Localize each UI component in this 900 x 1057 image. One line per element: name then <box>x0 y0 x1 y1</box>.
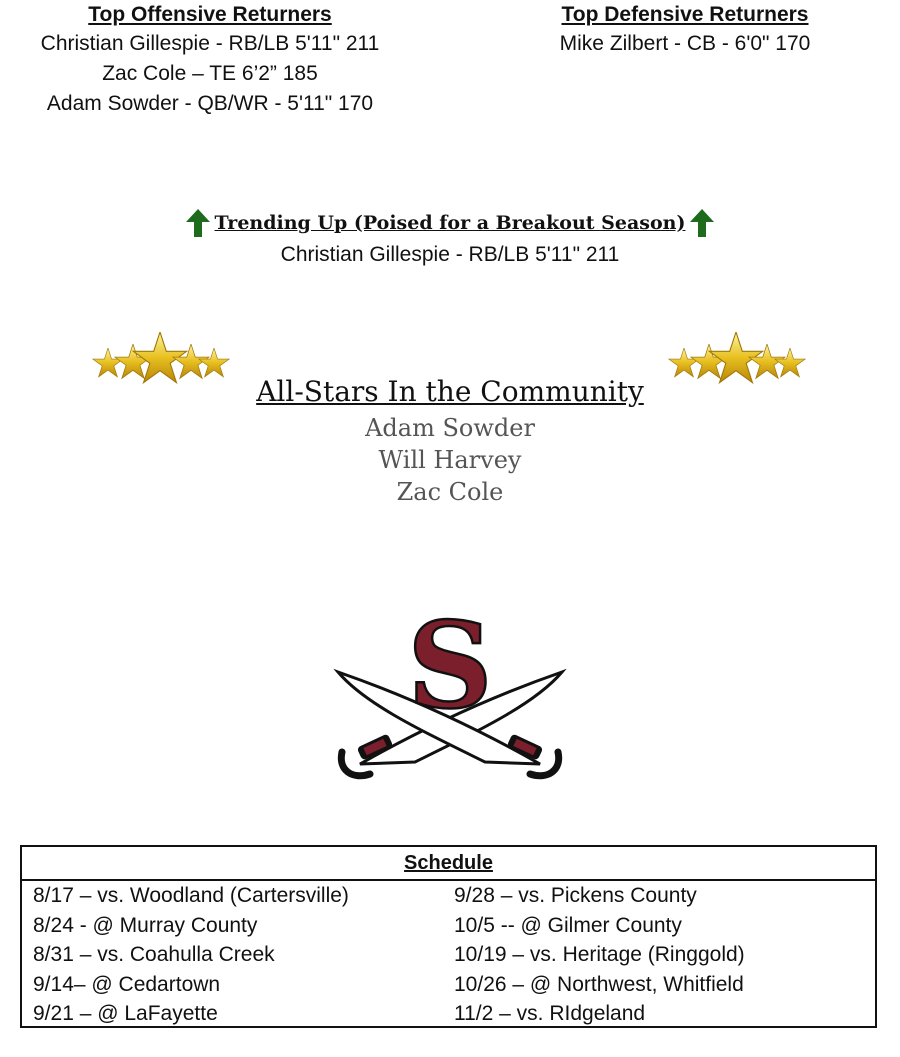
allstar-name: Zac Cole <box>396 478 504 506</box>
offensive-player: Adam Sowder - QB/WR - 5'11" 170 <box>46 92 374 115</box>
allstar-name: Will Harvey <box>378 446 522 474</box>
trending-player: Christian Gillespie - RB/LB 5'11" 211 <box>280 243 620 266</box>
schedule-game: 9/21 – @ LaFayette <box>33 1002 218 1025</box>
team-logo <box>330 612 570 787</box>
schedule-title <box>22 847 875 881</box>
offensive-player: Zac Cole – TE 6’2” 185 <box>102 62 318 85</box>
schedule-column-left <box>33 881 454 1029</box>
schedule-game: 8/24 - @ Murray County <box>33 913 258 937</box>
allstars-section <box>0 372 900 508</box>
schedule-game: 9/28 – vs. Pickens County <box>454 884 697 907</box>
defensive-returners <box>485 1 885 59</box>
schedule-game: 10/26 – @ Northwest, Whitfield <box>454 972 744 996</box>
schedule-table <box>20 845 877 1028</box>
up-arrow-icon <box>185 208 211 238</box>
allstar-name: Adam Sowder <box>365 414 535 442</box>
defensive-player: Mike Zilbert - CB - 6'0" 170 <box>559 32 811 55</box>
schedule-column-right <box>454 881 875 1029</box>
schedule-game: 8/17 – vs. Woodland (Cartersville) <box>33 884 349 907</box>
defensive-heading: Top Defensive Returners <box>561 3 809 26</box>
schedule-game: 9/14– @ Cedartown <box>33 972 221 996</box>
offensive-player: Christian Gillespie - RB/LB 5'11" 211 <box>40 32 380 55</box>
schedule-game: 8/31 – vs. Coahulla Creek <box>33 943 275 966</box>
offensive-returners <box>10 1 410 119</box>
trending-title: Trending Up (Poised for a Breakout Season) <box>214 212 686 234</box>
allstars-title: All-Stars In the Community <box>256 375 644 408</box>
up-arrow-icon <box>689 208 715 238</box>
logo-letter: S <box>407 612 493 735</box>
schedule-game: 11/2 – vs. RIdgeland <box>454 1002 646 1025</box>
trending-section <box>0 206 900 270</box>
schedule-game: 10/19 – vs. Heritage (Ringgold) <box>454 943 745 966</box>
offensive-heading: Top Offensive Returners <box>88 3 332 26</box>
schedule-game: 10/5 -- @ Gilmer County <box>454 913 682 937</box>
schedule-title-text: Schedule <box>404 852 493 874</box>
